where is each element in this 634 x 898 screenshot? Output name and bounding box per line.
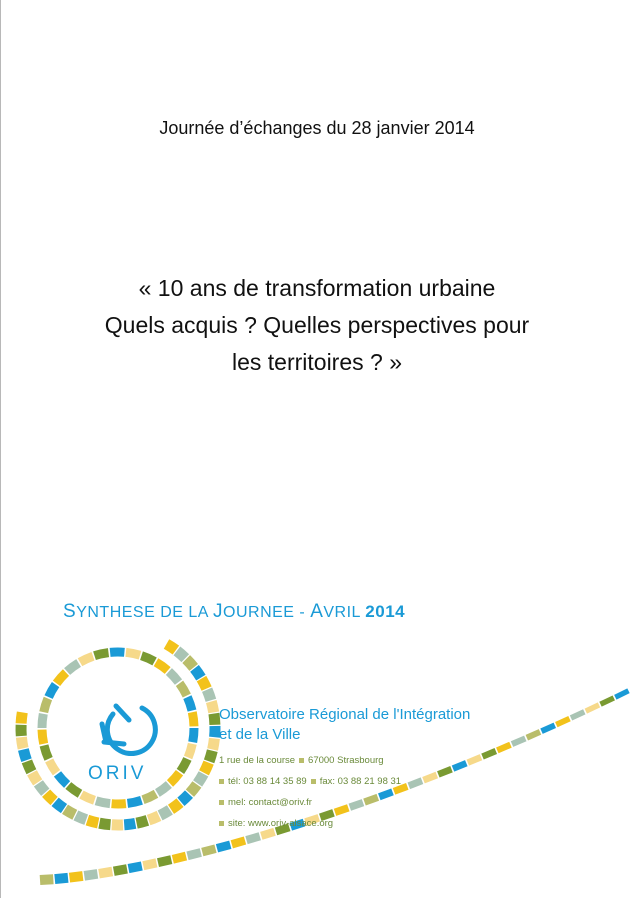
ribbon-segment xyxy=(170,773,180,784)
ribbon-segment xyxy=(209,751,212,762)
ribbon-segment xyxy=(527,732,540,738)
ribbon-segment xyxy=(65,809,75,815)
square-bullet-icon xyxy=(219,800,224,805)
ribbon-segment xyxy=(483,751,496,757)
ribbon-segment xyxy=(67,663,79,672)
ribbon-segment xyxy=(601,698,614,704)
square-bullet-icon xyxy=(311,779,316,784)
ribbon-segment xyxy=(38,783,45,792)
ribbon-segment xyxy=(23,750,26,761)
ribbon-segment xyxy=(114,869,127,871)
ribbon-segment xyxy=(124,823,135,824)
ribbon-segment xyxy=(424,775,437,780)
ribbon-segment xyxy=(213,738,215,749)
ribbon-segment xyxy=(49,760,56,772)
ribbon-segment xyxy=(169,672,179,683)
synthesis-initial-j: J xyxy=(213,601,224,622)
ribbon-segment xyxy=(186,659,194,667)
ribbon-segment xyxy=(95,653,109,656)
mail-link[interactable]: mel: contact@oriv.fr xyxy=(228,797,312,808)
ribbon-segment xyxy=(232,841,245,845)
ribbon-segment xyxy=(615,691,628,698)
ribbon-segment xyxy=(167,644,176,650)
ribbon-segment xyxy=(202,849,215,852)
ribbon-segment xyxy=(96,801,110,804)
ribbon-segment xyxy=(70,876,83,878)
ribbon-segment xyxy=(160,810,170,816)
document-title xyxy=(60,270,574,381)
ribbon-segment xyxy=(40,879,53,880)
square-bullet-icon xyxy=(219,821,224,826)
ribbon-segment xyxy=(187,697,192,711)
ribbon-segment xyxy=(207,690,211,701)
ribbon-segment xyxy=(497,745,510,751)
ribbon-segment xyxy=(202,679,207,689)
ribbon-segment xyxy=(143,794,156,800)
tel-text: tél: 03 88 14 35 89 xyxy=(228,776,307,787)
address-row xyxy=(219,750,401,771)
ribbon-segment xyxy=(42,714,43,728)
ribbon-segment xyxy=(177,651,185,658)
ribbon-segment xyxy=(44,699,48,713)
square-bullet-icon xyxy=(219,779,224,784)
ribbon-segment xyxy=(468,757,481,762)
ribbon-segment xyxy=(32,773,38,783)
site-link[interactable]: site: www.oriv-alsace.org xyxy=(228,818,334,829)
ribbon-segment xyxy=(195,668,201,677)
ribbon-segment xyxy=(192,712,194,726)
site-row xyxy=(219,813,401,834)
ribbon-segment xyxy=(84,874,97,876)
org-name-line-1: Observatoire Régional de l'Intégration xyxy=(219,706,471,723)
ribbon-segment xyxy=(49,685,56,698)
fax-text: fax: 03 88 21 98 31 xyxy=(319,776,402,787)
ribbon-segment xyxy=(171,803,180,810)
ribbon-segment xyxy=(157,785,169,794)
synthesis-year: 2014 xyxy=(365,602,406,621)
oriv-logo-text: ORIV xyxy=(88,763,147,784)
ribbon-segment xyxy=(68,786,80,794)
ribbon-segment xyxy=(158,860,171,863)
ribbon-segment xyxy=(55,802,64,809)
ribbon-segment xyxy=(190,784,197,793)
mail-row xyxy=(219,792,401,813)
ribbon-segment xyxy=(156,662,168,670)
ribbon-segment xyxy=(55,878,68,879)
oriv-logo-icon xyxy=(102,706,155,753)
ribbon-segment xyxy=(217,845,230,849)
ribbon-segment xyxy=(193,728,194,742)
ribbon-segment xyxy=(128,800,142,803)
ribbon-segment xyxy=(247,836,260,840)
ribbon-segment xyxy=(27,761,32,771)
synthesis-part-1: YNTHESE DE LA xyxy=(76,604,214,621)
ribbon-segment xyxy=(556,719,569,725)
ribbon-segment xyxy=(438,769,451,774)
organization-name xyxy=(219,705,470,745)
ribbon-segment xyxy=(211,702,213,713)
ribbon-segment xyxy=(21,712,22,723)
ribbon-segment xyxy=(142,656,155,662)
ribbon-segment xyxy=(57,673,67,684)
ribbon-segment xyxy=(44,745,49,759)
ribbon-segment xyxy=(80,656,93,662)
synthesis-heading xyxy=(63,601,405,623)
ribbon-segment xyxy=(188,853,201,856)
ribbon-segment xyxy=(453,763,466,768)
ribbon-segment xyxy=(129,866,142,869)
ribbon-segment xyxy=(181,794,189,802)
ribbon-segment xyxy=(173,856,186,859)
ribbon-segment xyxy=(512,738,525,744)
ribbon-segment xyxy=(149,816,159,820)
ribbon-segment xyxy=(180,759,187,772)
ribbon-segment xyxy=(214,714,215,725)
ribbon-segment xyxy=(87,820,98,823)
ribbon-segment xyxy=(180,683,187,695)
ribbon-segment xyxy=(188,744,192,758)
ring-segments xyxy=(21,644,215,825)
synthesis-initial-a: A xyxy=(310,601,324,622)
square-bullet-icon xyxy=(299,758,304,763)
ribbon-segment xyxy=(99,872,112,874)
ribbon-segment xyxy=(42,730,44,744)
ribbon-segment xyxy=(542,725,555,731)
ribbon-segment xyxy=(198,774,204,784)
ribbon-segment xyxy=(99,823,110,825)
ribbon-segment xyxy=(21,737,23,748)
ribbon-segment xyxy=(204,763,209,773)
title-line-3: les territoires ? » xyxy=(231,349,402,375)
ribbon-segment xyxy=(143,863,156,866)
synthesis-part-3: VRIL xyxy=(323,604,366,621)
ribbon-segment xyxy=(137,820,148,823)
ribbon-segment xyxy=(126,652,140,655)
ribbon-segment xyxy=(586,705,599,711)
street-text: 1 rue de la course xyxy=(219,755,296,766)
title-line-1: « 10 ans de transformation urbaine xyxy=(138,275,496,301)
city-text: 67000 Strasbourg xyxy=(308,755,384,766)
ribbon-segment xyxy=(46,793,54,801)
ribbon-segment xyxy=(409,781,422,786)
synthesis-part-2: OURNEE - xyxy=(223,604,311,621)
ribbon-segment xyxy=(76,815,86,819)
synthesis-initial-s: S xyxy=(63,601,77,622)
ribbon-segment xyxy=(58,774,68,785)
contact-block xyxy=(219,750,401,834)
event-date-line: Journée d’échanges du 28 janvier 2014 xyxy=(159,118,475,138)
title-line-2: Quels acquis ? Quelles perspectives pour xyxy=(104,312,530,338)
org-name-line-2: et de la Ville xyxy=(219,726,301,743)
phone-row xyxy=(219,771,401,792)
ribbon-segment xyxy=(571,712,584,718)
ribbon-segment xyxy=(81,795,94,801)
